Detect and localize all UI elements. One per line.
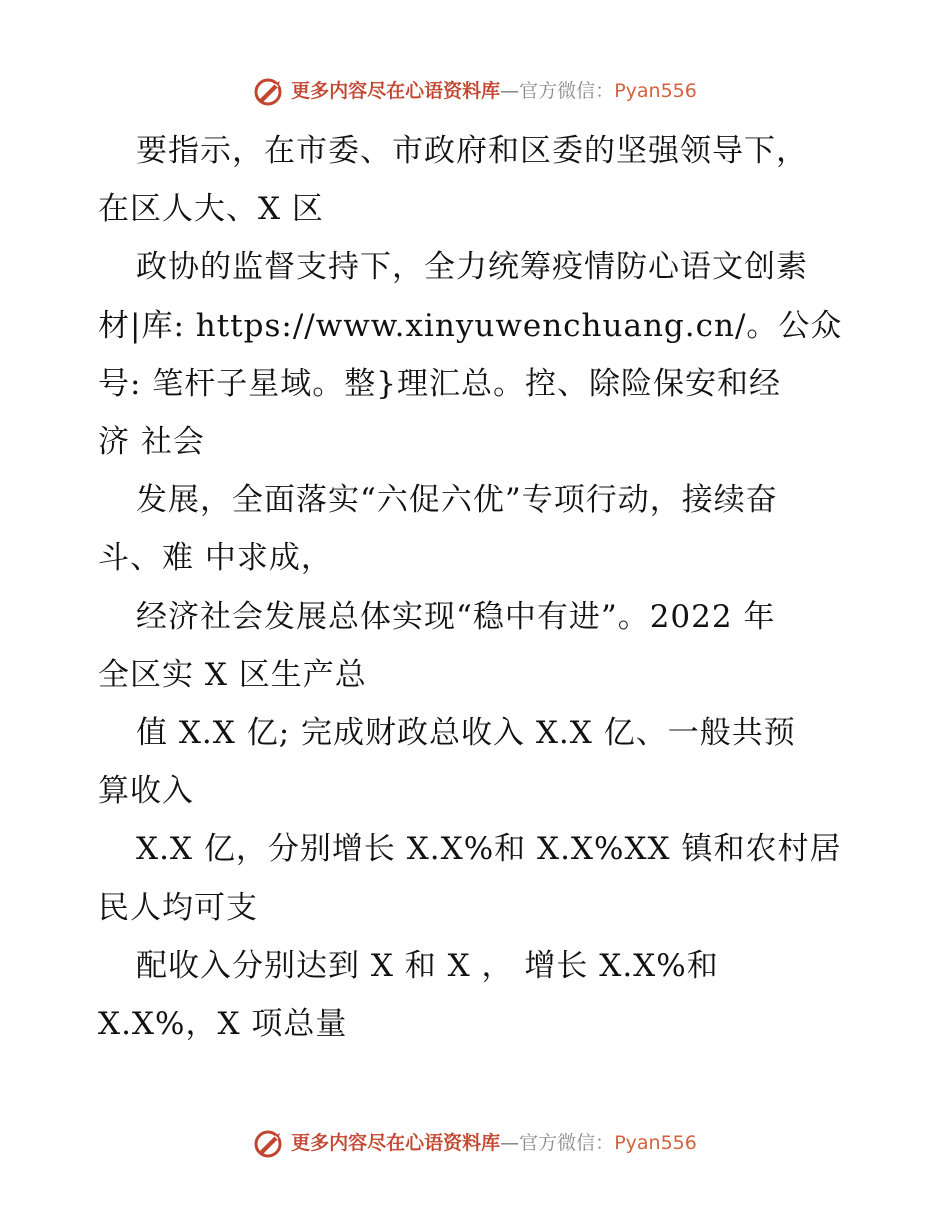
paragraph-line: 政协的监督支持下，全力统筹疫情防心语文创素 — [136, 249, 808, 286]
banner-sub-text: 官方微信： — [519, 80, 615, 102]
paragraph-line: 在区人大、X 区 — [98, 191, 324, 228]
banner-separator: — — [500, 1132, 520, 1154]
banner-wechat-id: Pyan556 — [614, 80, 697, 102]
document-body — [98, 122, 858, 1053]
banner-separator: — — [500, 80, 520, 102]
paragraph-line: 发展，全面落实“六促六优”专项行动，接续奋 — [136, 482, 778, 519]
paragraph-line: 斗、难 中求成， — [98, 540, 333, 577]
paragraph-line: 济 社会 — [98, 424, 205, 461]
paragraph-line: X.X%，X 项总量 — [98, 1006, 348, 1043]
paragraph-line: 配收入分别达到 X 和 X ， 增长 X.X%和 — [136, 947, 719, 984]
paragraph-line: 材|库: https://www.xinyuwenchuang.cn/。公众 — [98, 307, 843, 344]
footer-banner — [0, 1128, 950, 1158]
banner-main-text: 更多内容尽在心语资料库 — [291, 1132, 501, 1154]
paragraph-line: 要指示，在市委、市政府和区委的坚强领导下， — [136, 133, 808, 169]
paragraph-line: 经济社会发展总体实现“稳中有进”。2022 年 — [136, 598, 776, 635]
header-banner — [0, 76, 950, 106]
pen-logo-icon — [253, 1128, 287, 1158]
banner-wechat-id: Pyan556 — [614, 1132, 697, 1154]
paragraph-line: 全区实 X 区生产总 — [98, 656, 367, 693]
pen-logo-icon — [253, 76, 287, 106]
banner-main-text: 更多内容尽在心语资料库 — [291, 80, 501, 102]
paragraph-line: 值 X.X 亿; 完成财政总收入 X.X 亿、一般共预 — [136, 715, 796, 752]
paragraph-line: 号: 笔杆子星域。整}理汇总。控、除险保安和经 — [98, 365, 782, 402]
paragraph-line: 民人均可支 — [98, 889, 258, 926]
banner-sub-text: 官方微信： — [519, 1132, 615, 1154]
paragraph-line: X.X 亿，分别增长 X.X%和 X.X%XX 镇和农村居 — [136, 831, 842, 868]
paragraph-line: 算收入 — [98, 773, 194, 810]
